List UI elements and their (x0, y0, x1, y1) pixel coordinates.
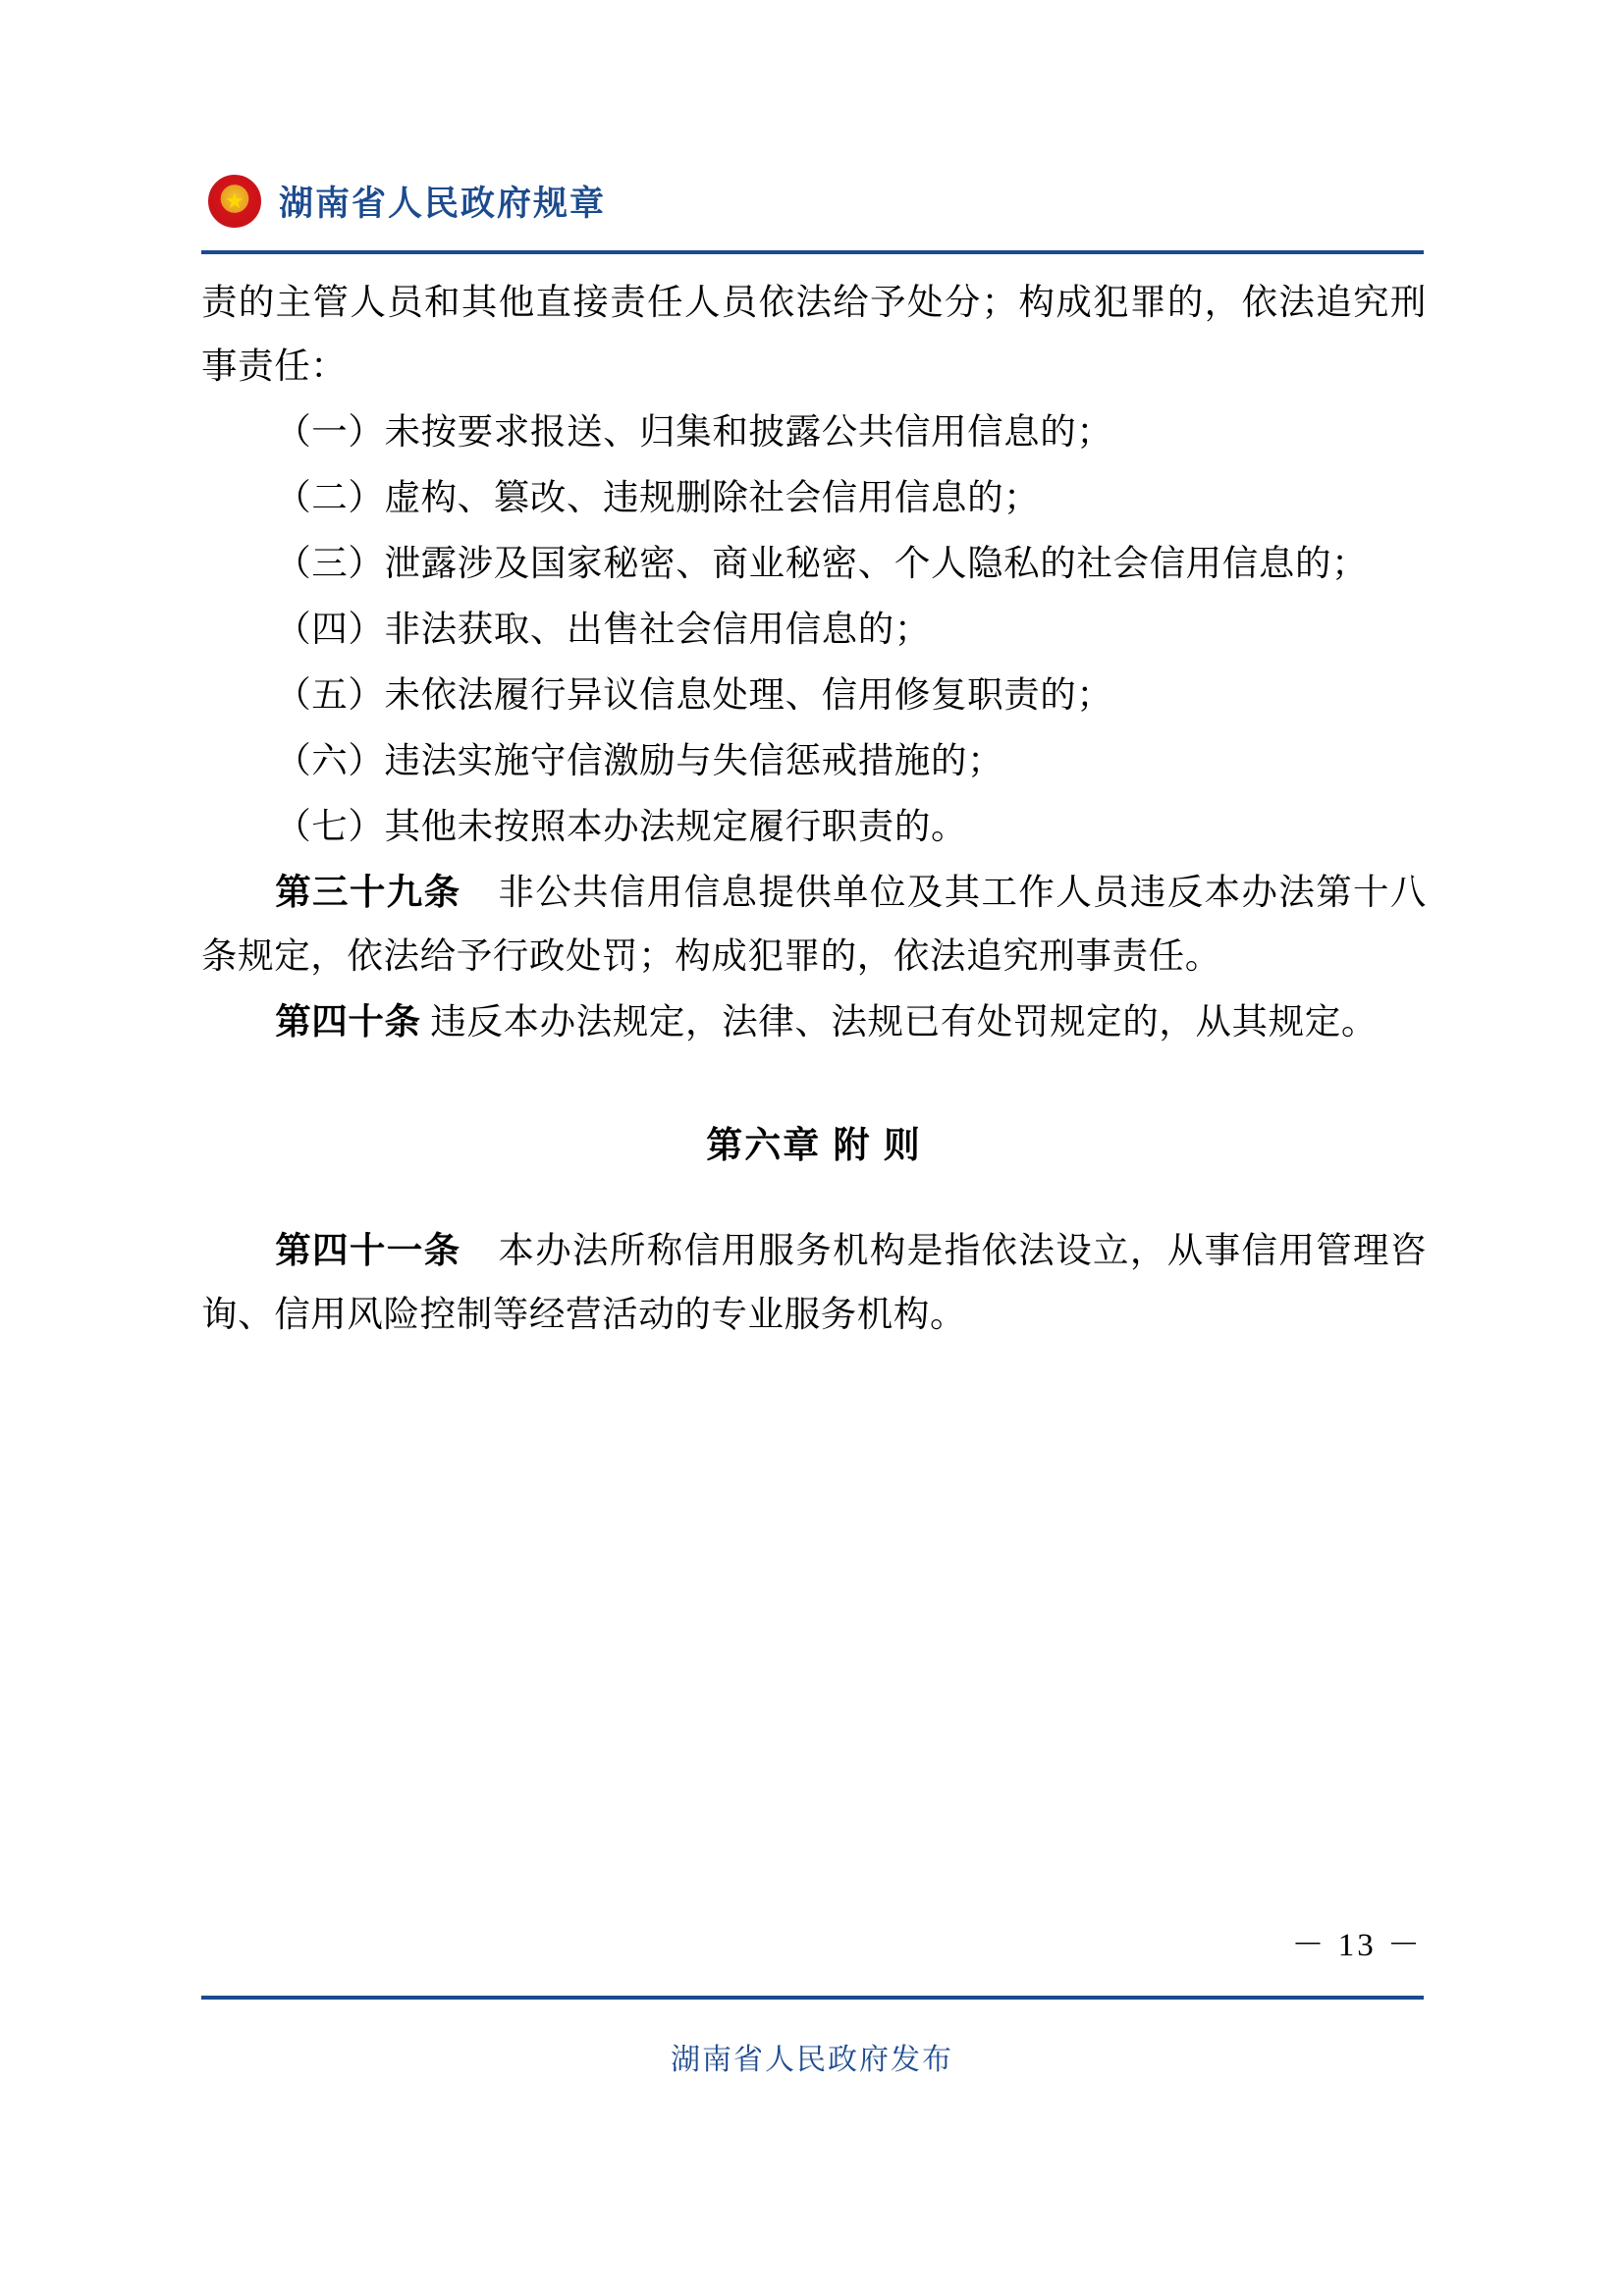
list-item: （三）泄露涉及国家秘密、商业秘密、个人隐私的社会信用信息的； (275, 542, 1369, 583)
footer-note: 湖南省人民政府发布 (671, 2044, 953, 2076)
header-divider (201, 250, 1424, 254)
page-header (208, 162, 1421, 240)
chapter-heading: 第六章 附 则 (706, 1124, 922, 1165)
article-41-label: 第四十一条 (275, 1229, 461, 1270)
article-40-label: 第四十条 (275, 1000, 421, 1041)
header-title: 湖南省人民政府规章 (279, 185, 607, 223)
article-40-text: 违反本办法规定，法律、法规已有处罚规定的，从其规定。 (430, 1000, 1378, 1041)
article-39-label: 第三十九条 (275, 871, 461, 912)
article-39-text: 非公共信用信息提供单位及其工作人员违反本办法第十八条规定，依法给予行政处罚；构成犯罪的，依法追究刑事责任。 (201, 871, 1428, 976)
page-number: － 13 － (1291, 1928, 1423, 1963)
document-body (201, 271, 1427, 1349)
list-item: （六）违法实施守信激励与失信惩戒措施的； (275, 739, 1004, 780)
article-41 (201, 1219, 1427, 1347)
list-item: （一）未按要求报送、归集和披露公共信用信息的； (275, 410, 1113, 452)
list-item: （四）非法获取、出售社会信用信息的； (275, 608, 931, 649)
list-item: （二）虚构、篡改、违规删除社会信用信息的； (275, 476, 1041, 517)
article-41-text: 本办法所称信用服务机构是指依法设立，从事信用管理咨询、信用风险控制等经营活动的专业服务机构。 (201, 1229, 1428, 1334)
list-item: （七）其他未按照本办法规定履行职责的。 (275, 805, 968, 846)
footer-divider (201, 1996, 1424, 2000)
paragraph-continuation: 责的主管人员和其他直接责任人员依法给予处分；构成犯罪的，依法追究刑事责任： (201, 282, 1427, 386)
national-emblem-icon (208, 175, 261, 228)
article-39 (201, 861, 1427, 988)
article-40 (201, 990, 1427, 1054)
list-item: （五）未依法履行异议信息处理、信用修复职责的； (275, 673, 1113, 715)
